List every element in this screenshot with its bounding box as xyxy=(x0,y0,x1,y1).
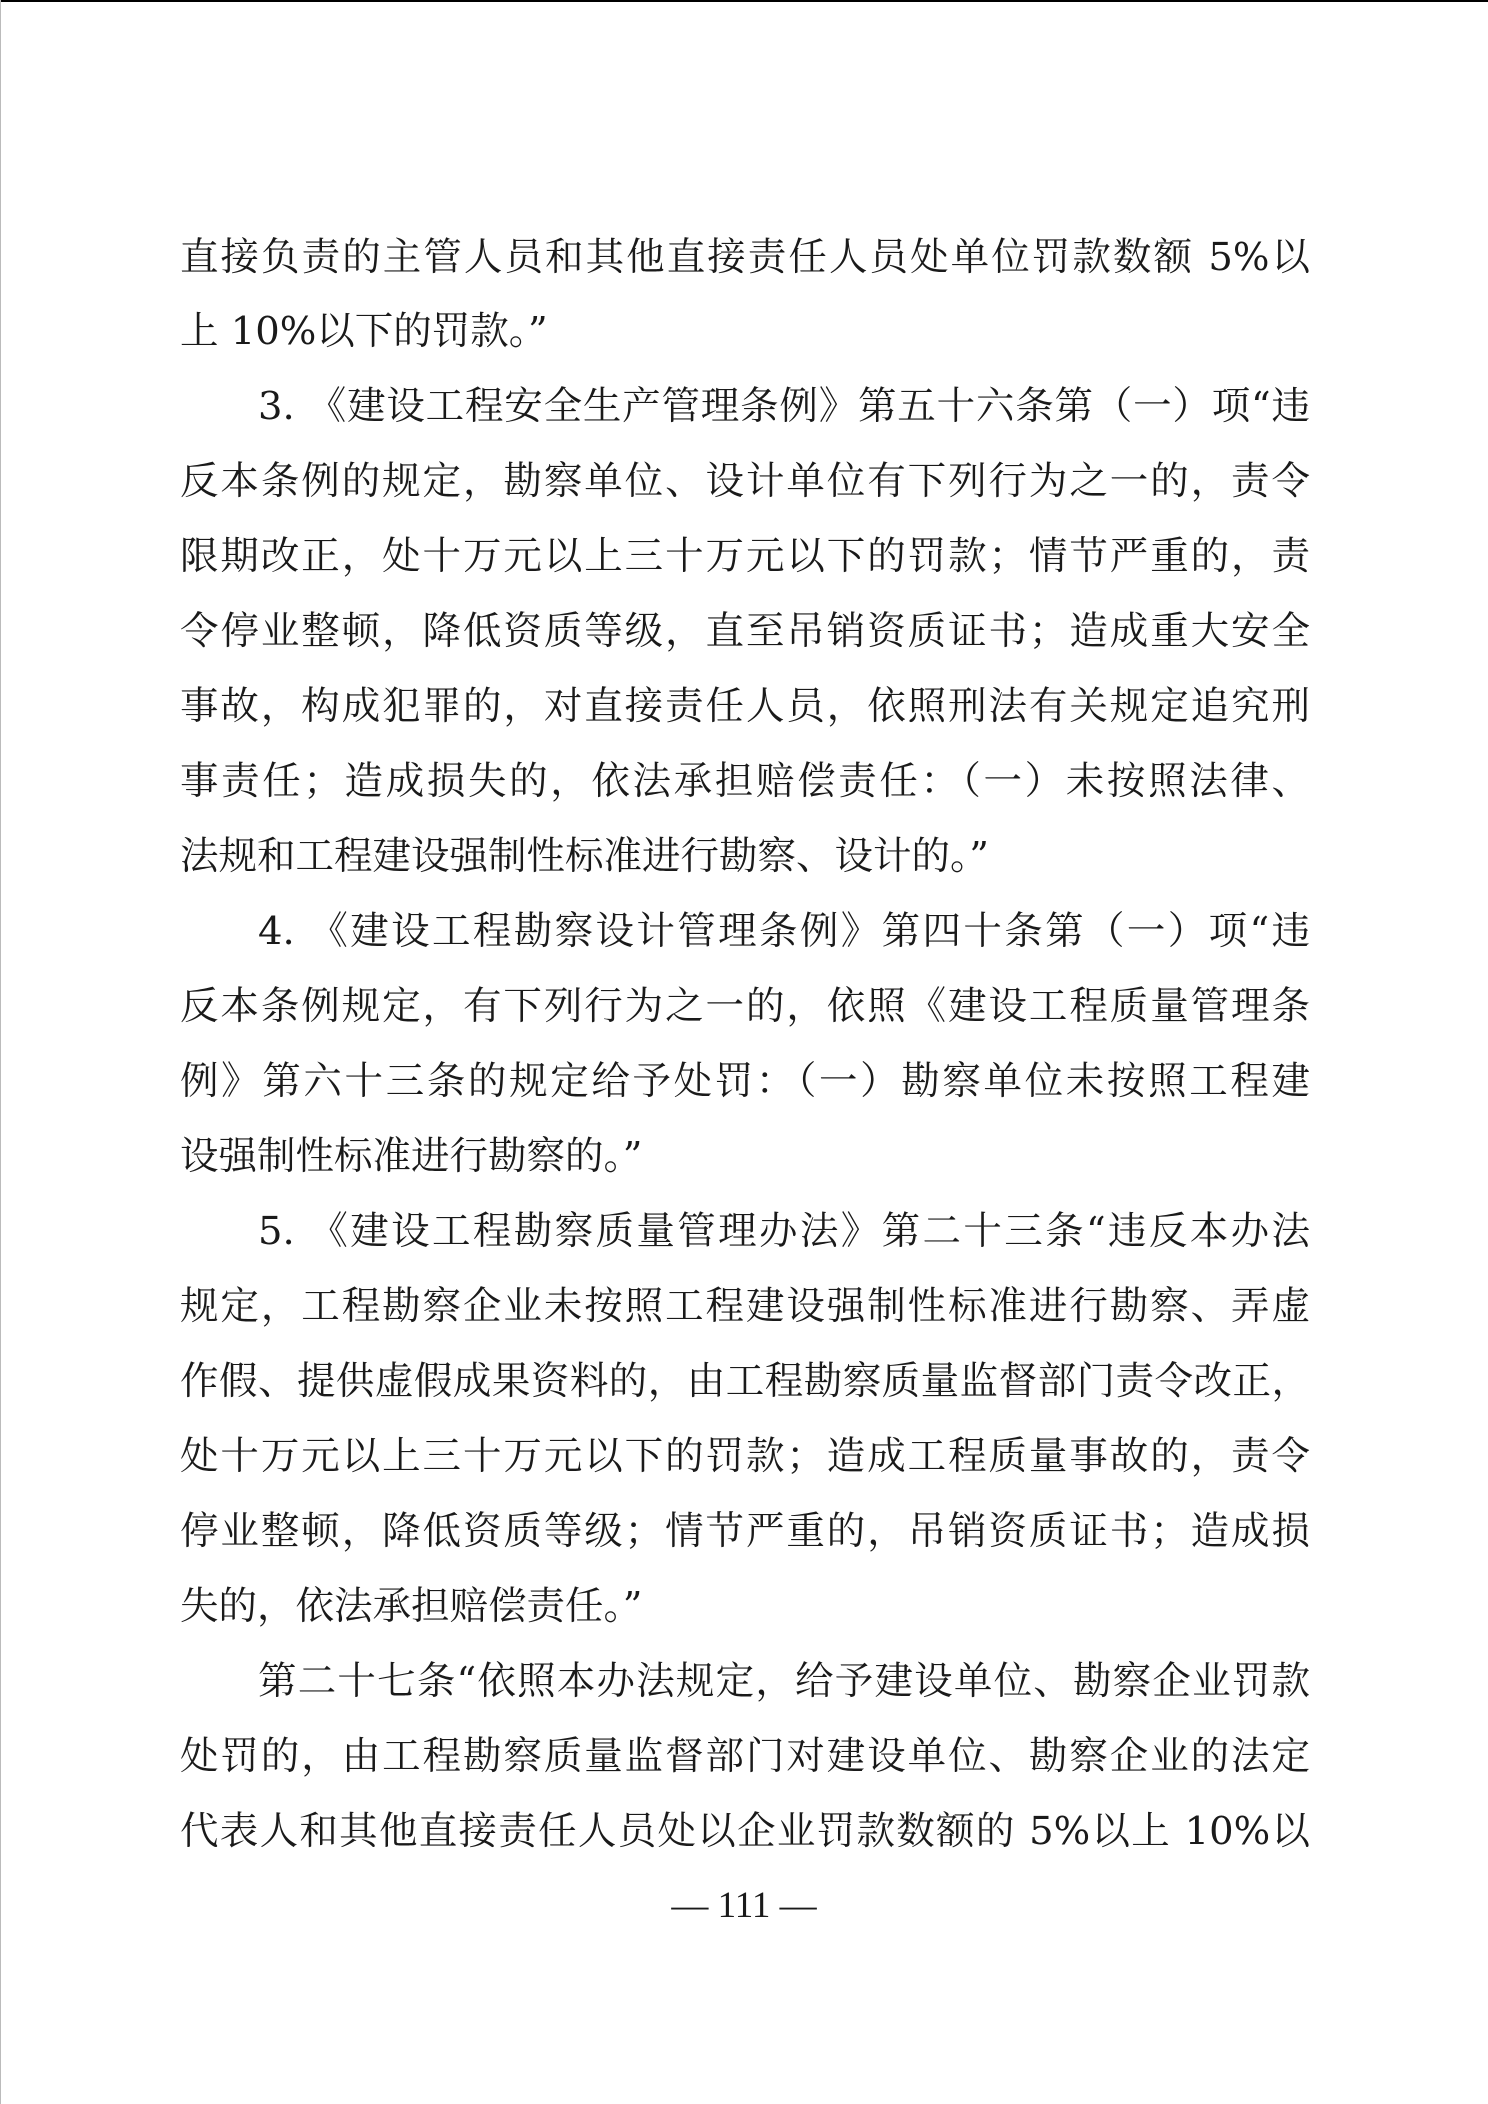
text-line: 停业整顿，降低资质等级；情节严重的，吊销资质证书；造成损 xyxy=(180,1509,1310,1554)
text-line: 直接负责的主管人员和其他直接责任人员处单位罚款数额 5%以 xyxy=(180,235,1310,280)
text-line: 限期改正，处十万元以上三十万元以下的罚款；情节严重的，责 xyxy=(180,534,1310,579)
text-line: 令停业整顿，降低资质等级，直至吊销资质证书；造成重大安全 xyxy=(180,609,1310,654)
paragraph-3-first-line: 3. 《建设工程安全生产管理条例》第五十六条第（一）项“违 xyxy=(258,384,1310,429)
text-line: 上 10%以下的罚款。” xyxy=(180,309,548,354)
text-line: 规定，工程勘察企业未按照工程建设强制性标准进行勘察、弄虚 xyxy=(180,1284,1310,1329)
text-line: 失的，依法承担赔偿责任。” xyxy=(180,1584,643,1629)
page-left-border xyxy=(0,0,1,2104)
text-line: 例》第六十三条的规定给予处罚：（一）勘察单位未按照工程建 xyxy=(180,1059,1310,1104)
text-line: 反本条例的规定，勘察单位、设计单位有下列行为之一的，责令 xyxy=(180,459,1310,504)
text-line: 作假、提供虚假成果资料的，由工程勘察质量监督部门责令改正， xyxy=(180,1359,1310,1404)
text-line: 代表人和其他直接责任人员处以企业罚款数额的 5%以上 10%以 xyxy=(180,1809,1310,1854)
text-line: 处十万元以上三十万元以下的罚款；造成工程质量事故的，责令 xyxy=(180,1434,1310,1479)
page-number: — 111 — xyxy=(671,1885,817,1926)
page-top-border xyxy=(0,0,1488,2)
paragraph-4-first-line: 4. 《建设工程勘察设计管理条例》第四十条第（一）项“违 xyxy=(258,909,1310,954)
paragraph-5-first-line: 5. 《建设工程勘察质量管理办法》第二十三条“违反本办法 xyxy=(258,1209,1310,1254)
paragraph-27-first-line: 第二十七条“依照本办法规定，给予建设单位、勘察企业罚款 xyxy=(258,1659,1310,1704)
text-line: 设强制性标准进行勘察的。” xyxy=(180,1134,643,1179)
text-line: 处罚的，由工程勘察质量监督部门对建设单位、勘察企业的法定 xyxy=(180,1734,1310,1779)
text-line: 法规和工程建设强制性标准进行勘察、设计的。” xyxy=(180,834,989,879)
text-line: 反本条例规定，有下列行为之一的，依照《建设工程质量管理条 xyxy=(180,984,1310,1029)
text-line: 事责任；造成损失的，依法承担赔偿责任：（一）未按照法律、 xyxy=(180,759,1310,804)
text-line: 事故，构成犯罪的，对直接责任人员，依照刑法有关规定追究刑 xyxy=(180,684,1310,729)
